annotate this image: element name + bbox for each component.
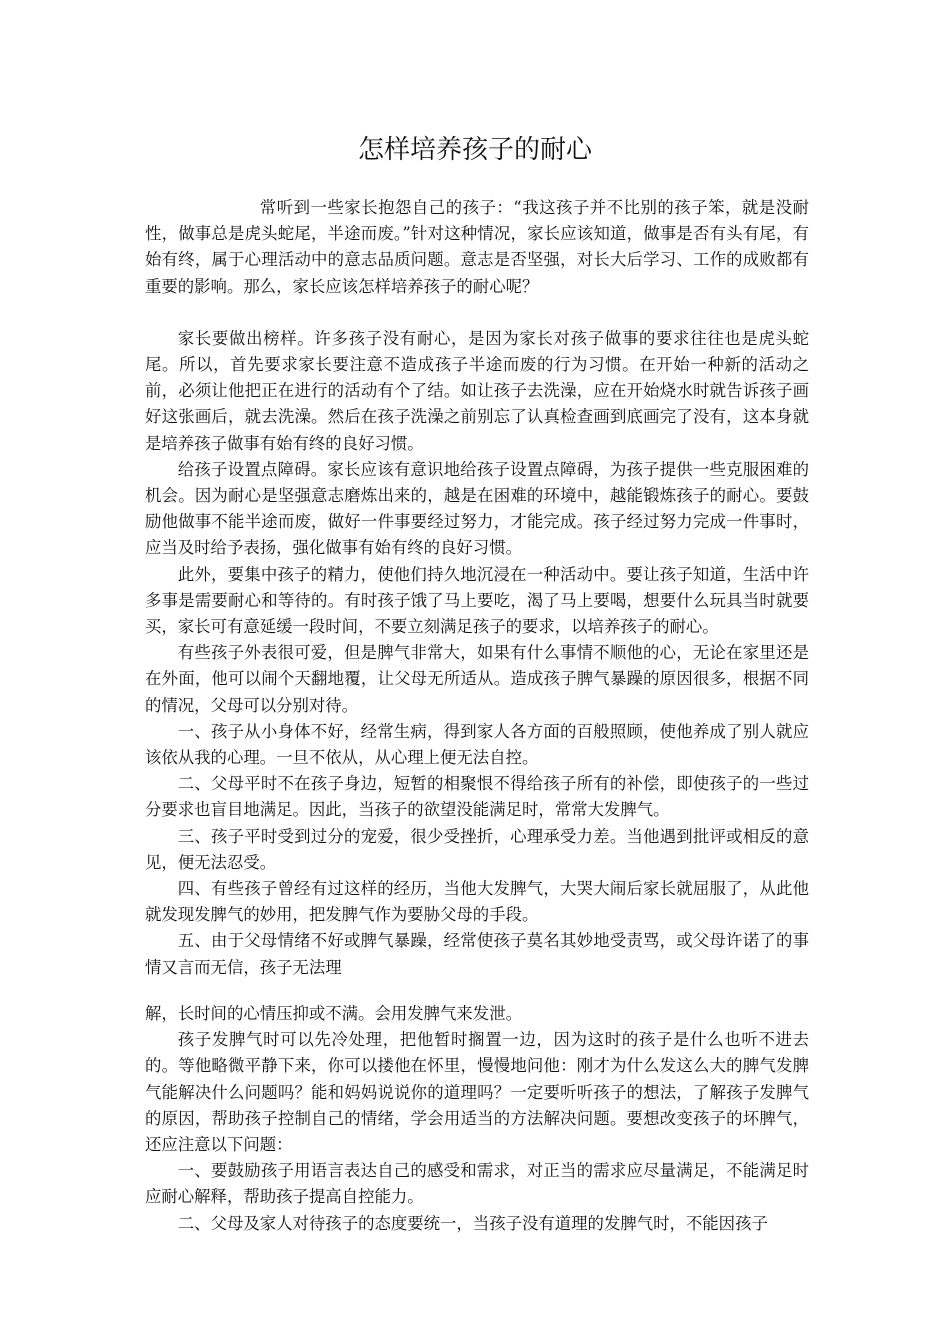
- paragraph: 有些孩子外表很可爱，但是脾气非常大，如果有什么事情不顺他的心，无论在家里还是在外面，他可以闹个天翻地覆，让父母无所适从。造成孩子脾气暴躁的原因很多，根据不同的情况，父母可以分别对待。: [145, 643, 809, 715]
- paragraph: 三、孩子平时受到过分的宠爱，很少受挫折，心理承受力差。当他遇到批评或相反的意见，便无法忍受。: [145, 826, 809, 872]
- paragraph: 四、有些孩子曾经有过这样的经历，当他大发脾气，大哭大闹后家长就屈服了，从此他就发现发脾气的妙用，把发脾气作为要胁父母的手段。: [145, 879, 809, 925]
- paragraph: 给孩子设置点障碍。家长应该有意识地给孩子设置点障碍，为孩子提供一些克服困难的机会。因为耐心是坚强意志磨炼出来的，越是在困难的环境中，越能锻炼孩子的耐心。要鼓励他做事不能半途而废，做好一件事要经过努力，才能完成。孩子经过努力完成一件事时，应当及时给予表扬，强化做事有始有终的良好习惯。: [145, 459, 809, 558]
- paragraph-spacer: [145, 981, 809, 1001]
- paragraph-continuation: 解，长时间的心情压抑或不满。会用发脾气来发泄。: [145, 1003, 522, 1023]
- paragraph: 二、父母及家人对待孩子的态度要统一，当孩子没有道理的发脾气时，不能因孩子: [177, 1213, 768, 1233]
- paragraph: 孩子发脾气时可以先冷处理，把他暂时搁置一边，因为这时的孩子是什么也听不进去的。等他略微平静下来，你可以搂他在怀里，慢慢地问他：刚才为什么发这么大的脾气发脾气能解决什么问题吗？能和妈妈说说你的道理吗？一定要听听孩子的想法，了解孩子发脾气的原因，帮助孩子控制自己的情绪，学会用适当的方法解决问题。要想改变孩子的坏脾气，还应注意以下问题：: [145, 1030, 809, 1154]
- paragraph: 家长要做出榜样。许多孩子没有耐心，是因为家长对孩子做事的要求往往也是虎头蛇尾。所以，首先要求家长要注意不造成孩子半途而废的行为习惯。在开始一种新的活动之前，必须让他把正在进行的活动有个了结。如让孩子去洗澡，应在开始烧水时就告诉孩子画好这张画后，就去洗澡。然后在孩子洗澡之前别忘了认真检查画到底画完了没有，这本身就是培养孩子做事有始有终的良好习惯。: [145, 328, 809, 453]
- paragraph: 五、由于父母情绪不好或脾气暴躁，经常使孩子莫名其妙地受责骂，或父母许诺了的事情又言而无信，孩子无法理: [145, 931, 809, 977]
- paragraph-spacer: [145, 300, 809, 326]
- document-title: 怎样培养孩子的耐心: [357, 135, 592, 165]
- paragraph: 一、孩子从小身体不好，经常生病，得到家人各方面的百般照顾，使他养成了别人就应该依从我的心理。一旦不依从，从心理上便无法自控。: [145, 721, 809, 768]
- paragraph-intro: 常听到一些家长抱怨自己的孩子：“我这孩子并不比别的孩子笨，就是没耐性，做事总是虎头蛇尾，半途而废。”针对这种情况，家长应该知道，做事是否有头有尾，有始有终，属于心理活动中的意志品质问题。意志是否坚强，对长大后学习、工作的成败都有重要的影响。那么，家长应该怎样培养孩子的耐心呢？: [145, 198, 809, 296]
- paragraph: 此外，要集中孩子的精力，使他们持久地沉浸在一种活动中。要让孩子知道，生活中许多事是需要耐心和等待的。有时孩子饿了马上要吃，渴了马上要喝，想要什么玩具当时就要买，家长可有意延缓一段时间，不要立刻满足孩子的要求，以培养孩子的耐心。: [145, 564, 809, 637]
- paragraph: 二、父母平时不在孩子身边，短暂的相聚恨不得给孩子所有的补偿，即使孩子的一些过分要求也盲目地满足。因此，当孩子的欲望没能满足时，常常大发脾气。: [145, 774, 809, 820]
- paragraph: 一、要鼓励孩子用语言表达自己的感受和需求，对正当的需求应尽量满足，不能满足时应耐心解释，帮助孩子提高自控能力。: [145, 1161, 809, 1207]
- document-body: [145, 195, 809, 1237]
